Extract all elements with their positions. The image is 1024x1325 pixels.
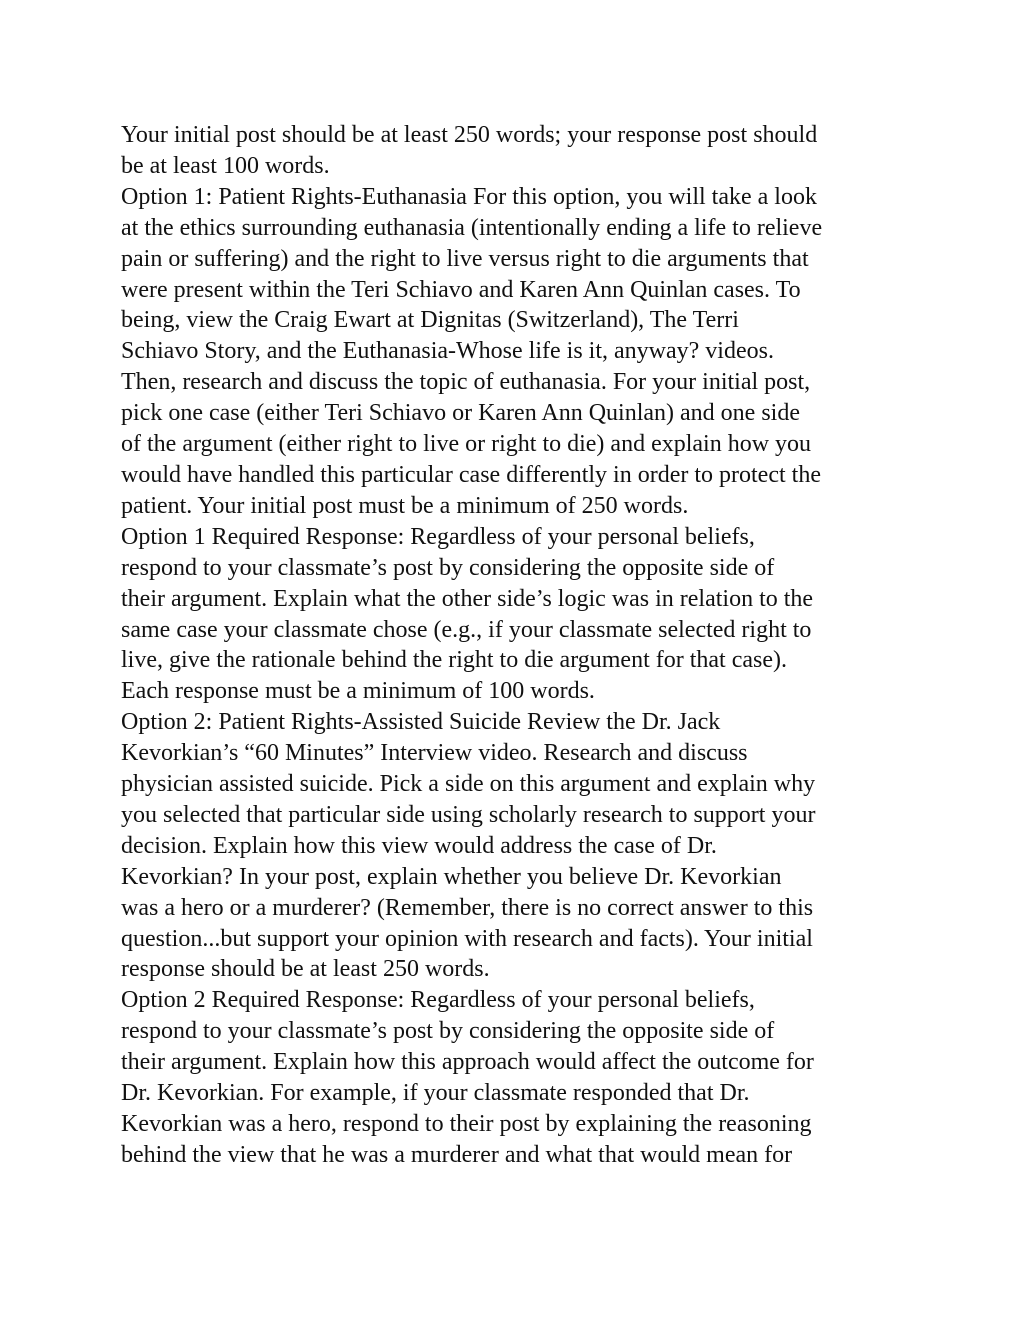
text-line: their argument. Explain what the other side’s logic was in relation to the	[121, 585, 814, 612]
text-line: patient. Your initial post must be a minimum of 250 words.	[121, 492, 689, 519]
text-line: Kevorkian was a hero, respond to their post by explaining the reasoning	[121, 1111, 812, 1137]
text-line: pick one case (either Teri Schiavo or Karen Ann Quinlan) and one side	[121, 400, 800, 427]
text-line: Then, research and discuss the topic of euthanasia. For your initial post,	[121, 369, 811, 396]
text-line: be at least 100 words.	[121, 152, 330, 179]
document-body	[121, 120, 921, 1171]
text-line: was a hero or a murderer? (Remember, there is no correct answer to this	[121, 894, 814, 921]
text-line: Kevorkian’s “60 Minutes” Interview video. Research and discuss	[121, 740, 748, 767]
text-line: Option 1 Required Response: Regardless of your personal beliefs,	[121, 523, 755, 550]
text-line: same case your classmate chose (e.g., if your classmate selected right to	[121, 616, 812, 643]
text-line: Schiavo Story, and the Euthanasia-Whose life is it, anyway? videos.	[121, 338, 774, 365]
text-line: you selected that particular side using scholarly research to support your	[121, 801, 816, 828]
text-line: were present within the Teri Schiavo and Karen Ann Quinlan cases. To	[121, 276, 801, 303]
text-line: Kevorkian? In your post, explain whether you believe Dr. Kevorkian	[121, 863, 782, 890]
text-line: of the argument (either right to live or right to die) and explain how you	[121, 431, 812, 458]
text-line: Option 2: Patient Rights-Assisted Suicide Review the Dr. Jack	[121, 709, 721, 736]
text-line: their argument. Explain how this approach would affect the outcome for	[121, 1049, 814, 1076]
text-line: Your initial post should be at least 250 words; your response post should	[121, 122, 818, 148]
text-line: would have handled this particular case differently in order to protect the	[121, 461, 821, 488]
text-line: question...but support your opinion with research and facts). Your initial	[121, 925, 813, 952]
text-line: Each response must be a minimum of 100 words.	[121, 678, 595, 705]
text-line: respond to your classmate’s post by considering the opposite side of	[121, 1018, 775, 1045]
text-line: behind the view that he was a murderer and what that would mean for	[121, 1141, 793, 1168]
text-line: at the ethics surrounding euthanasia (intentionally ending a life to relieve	[121, 214, 823, 241]
text-line: decision. Explain how this view would address the case of Dr.	[121, 832, 717, 859]
text-line: live, give the rationale behind the right to die argument for that case).	[121, 647, 787, 674]
text-line: response should be at least 250 words.	[121, 956, 490, 983]
text-line: pain or suffering) and the right to live versus right to die arguments that	[121, 245, 809, 272]
text-line: Dr. Kevorkian. For example, if your classmate responded that Dr.	[121, 1080, 750, 1107]
text-line: physician assisted suicide. Pick a side on this argument and explain why	[121, 771, 816, 798]
text-line: Option 2 Required Response: Regardless of your personal beliefs,	[121, 987, 755, 1014]
text-line: being, view the Craig Ewart at Dignitas (Switzerland), The Terri	[121, 307, 739, 334]
text-line: respond to your classmate’s post by considering the opposite side of	[121, 554, 775, 581]
text-line: Option 1: Patient Rights-Euthanasia For this option, you will take a look	[121, 183, 817, 210]
